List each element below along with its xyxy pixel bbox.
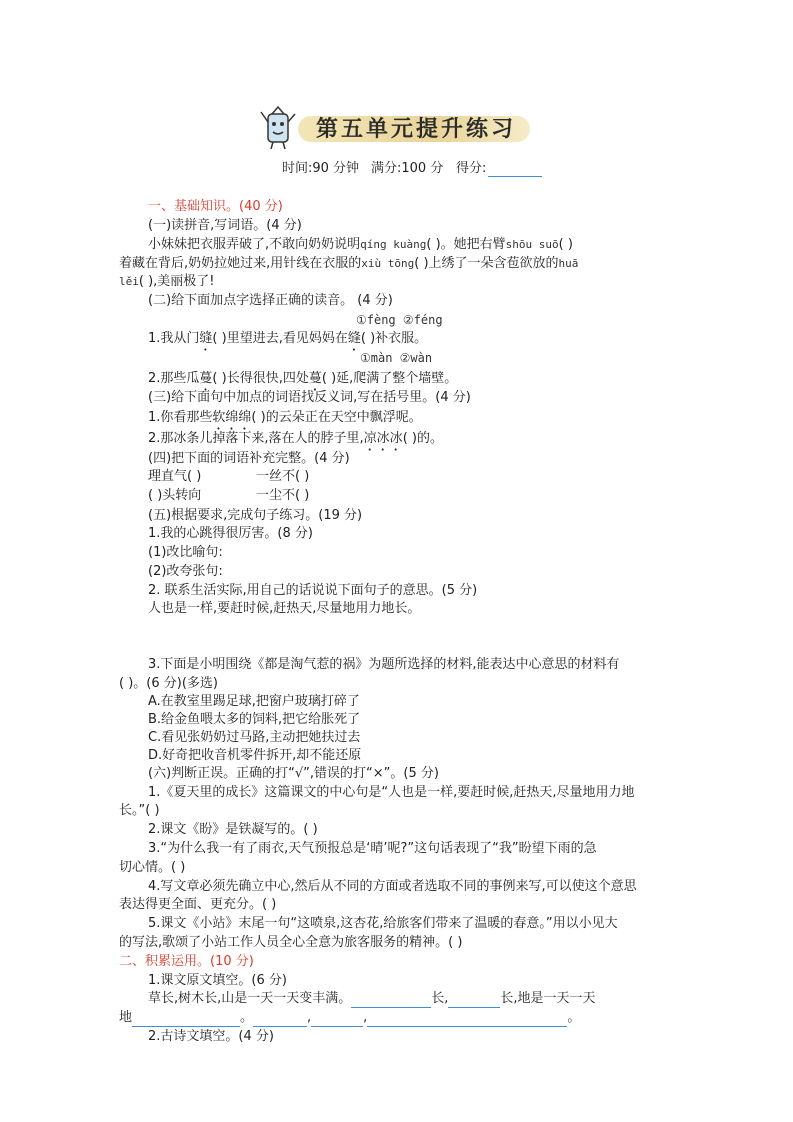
q6-item3-line2: 切心情。( ) [119,860,186,875]
q5-option-d: D.好奇把收音机零件拆开,却不能还原 [148,748,362,763]
fill-blank-6[interactable] [367,1012,567,1027]
q5-option-a: A.在教室里踢足球,把窗户玻璃打碎了 [148,694,360,709]
q6-item2: 2.课文《盼》是铁凝写的。( ) [148,822,318,837]
s2-q1-line1: 草长,树木长,山是一天一天变丰满。 长, 长,地是一天一天 [148,991,596,1006]
q5-option-c: C.看见张奶奶过马路,主动把她扶过去 [148,730,361,745]
q4-title: (四)把下面的词语补充完整。(4 分) [148,451,350,466]
q2-options-1: ①fèng ②féng [356,313,443,327]
q6-title: (六)判断正误。正确的打“√”,错误的打“×”。(5 分) [148,766,439,781]
q6-item1-line1: 1.《夏天里的成长》这篇课文的中心句是“人也是一样,要赶时候,赶热天,尽量地用力地 [148,785,635,800]
exam-full-score: 满分:100 分 [371,161,444,176]
s2-q1-title: 1.课文原文填空。(6 分) [148,973,287,988]
q5-item2: 2. 联系生活实际,用自己的话说说下面句子的意思。(5 分) [148,583,478,598]
q4-word4: 一尘不( ) [256,488,310,503]
q5-item2-sentence: 人也是一样,要赶时候,赶热天,尽量地用力地长。 [148,601,421,616]
q5-option-b: B.给金鱼喂太多的饲料,把它给胀死了 [148,712,361,727]
q5-item3-line1: 3.下面是小明围绕《都是淘气惹的祸》为题所选择的材料,能表达中心意思的材料有 [148,657,620,672]
q5-item3-line2: ( )。(6 分)(多选) [119,676,218,691]
s2-q2-title: 2.古诗文填空。(4 分) [148,1029,274,1044]
section1-heading: 一、基础知识。(40 分) [148,199,283,214]
q4-word1: 理直气( ) [148,469,202,484]
mascot-icon [258,104,298,150]
q2-item2: 2.那些瓜蔓( )长得很快,四处蔓( )延,爬满了整个墙壁。 [148,371,458,386]
exam-time: 时间:90 分钟 [282,161,360,176]
q1-line1: 小妹妹把衣服弄破了,不敢向奶奶说明qíng kuàng( )。她把右臂shōu suō( ) [148,237,573,252]
q2-options-2: ①màn ②wàn [360,351,433,365]
q5-title: (五)根据要求,完成句子练习。(19 分) [148,508,363,523]
q6-item5-line1: 5.课文《小站》末尾一句“这喷泉,这杏花,给旅客们带来了温暖的春意。”用以小见大 [148,916,618,931]
q1-line2: 着藏在背后,奶奶拉她过来,用针线在衣服的xiù tōng( )上绣了一朵含苞欲放的huā [119,256,579,271]
q2-item1: 1.我从门缝( )里望进去,看见妈妈在缝( )补衣服。 [148,331,428,346]
q4-word3: ( )头转向 [148,488,202,503]
score-blank[interactable] [488,162,542,177]
q6-item3-line1: 3.“为什么我一有了雨衣,天气预报总是‘晴’呢?”这句话表现了“我”盼望下雨的急 [148,841,597,856]
q1-title: (一)读拼音,写词语。(4 分) [148,218,302,233]
q5-item1: 1.我的心跳得很厉害。(8 分) [148,526,313,541]
q3-item2: 2.那冰条儿掉落下来,落在人的脖子里,凉冰冰( )的。 [148,431,443,446]
fill-blank-5[interactable] [311,1012,363,1027]
fill-blank-4[interactable] [253,1012,307,1027]
q5-item1b: (2)改夸张句: [148,564,223,579]
q3-item1: 1.你看那些软绵绵( )的云朵正在天空中飘浮呢。 [148,410,422,425]
q2-title: (二)给下面加点字选择正确的读音。 (4 分) [148,293,393,308]
q1-line3: lěi( ),美丽极了! [119,274,215,289]
title-banner [258,104,538,150]
q6-item4-line1: 4.写文章必须先确立中心,然后从不同的方面或者选取不同的事例来写,可以使这个意思 [148,879,637,894]
page-title: 第五单元提升练习 [316,116,517,142]
q6-item4-line2: 表达得更全面、更充分。( ) [119,897,277,912]
s2-q1-line2: 地 。 , , 。 [119,1010,581,1025]
q5-item1a: (1)改比喻句: [148,545,223,560]
section2-heading: 二、积累运用。(10 分) [119,954,254,969]
q3-title: (三)给下面句中加点的词语找反义词,写在括号里。(4 分) [148,390,471,405]
fill-blank-1[interactable] [351,993,431,1008]
exam-score-label: 得分: [456,161,487,176]
fill-blank-2[interactable] [448,993,500,1008]
fill-blank-3[interactable] [132,1012,240,1027]
q4-word2: 一丝不( ) [256,469,310,484]
q6-item1-line2: 长。”( ) [119,803,160,818]
q6-item5-line2: 的写法,歌颂了小站工作人员全心全意为旅客服务的精神。( ) [119,935,463,950]
